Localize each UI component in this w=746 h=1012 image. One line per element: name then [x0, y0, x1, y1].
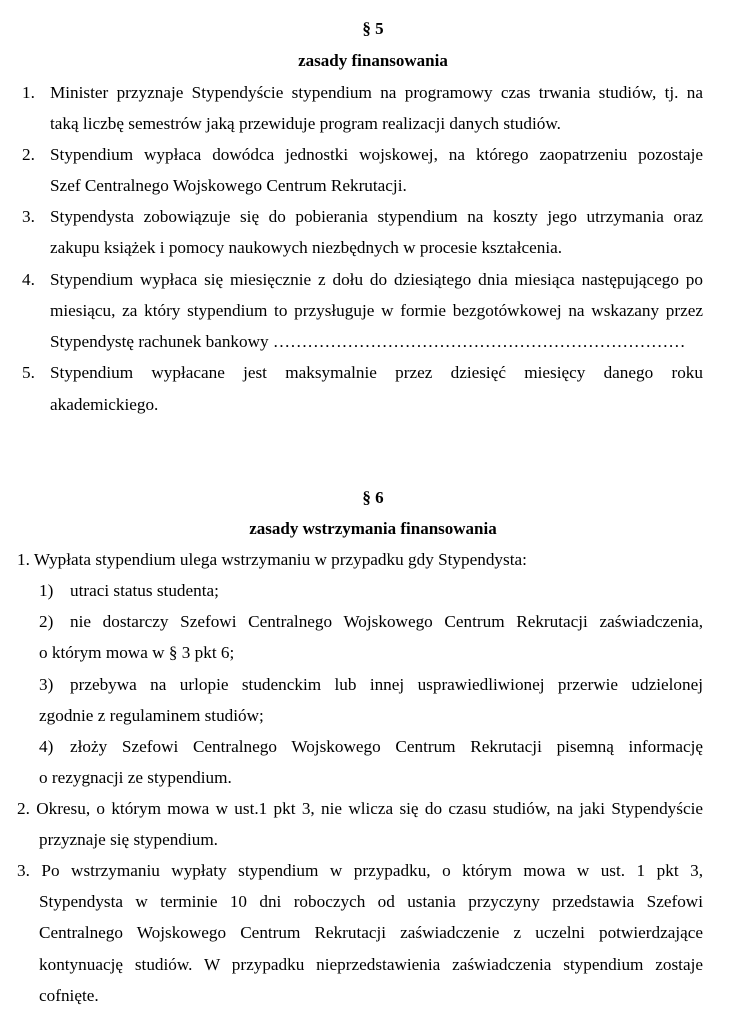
subitem-text: utraci status studenta;	[70, 581, 219, 600]
subitem-text: zgodnie z regulaminem studiów;	[39, 706, 264, 725]
item-number: 3.	[22, 207, 35, 226]
item-text: Szef Centralnego Wojskowego Centrum Rekrutacji.	[50, 176, 407, 195]
point-3-text: Stypendysta w terminie 10 dni roboczych od ustania przyczyny przedstawia Szefowi	[39, 892, 703, 911]
subitem-number: 1)	[39, 581, 54, 600]
subitem-line	[70, 675, 703, 695]
point-3-text: Centralnego Wojskowego Centrum Rekrutacji zaświadczenie z uczelni potwierdzające	[39, 923, 703, 942]
item-line	[50, 301, 703, 321]
point-2-text: przyznaje się stypendium.	[39, 830, 218, 849]
subitem-text: nie dostarczy Szefowi Centralnego Wojskowego Centrum Rekrutacji zaświadczenia,	[70, 612, 703, 631]
item-text: Stypendium wypłacane jest maksymalnie przez dziesięć miesięcy danego roku	[50, 363, 703, 382]
item-text: Stypendium wypłaca się miesięcznie z dołu do dziesiątego dnia miesiąca następującego po	[50, 270, 703, 289]
section-5-title: zasady finansowania	[298, 51, 448, 70]
point-2-text: 2. Okresu, o którym mowa w ust.1 pkt 3, nie wlicza się do czasu studiów, na jaki Stypendyście	[17, 799, 703, 818]
bank-account-text: Stypendystę rachunek bankowy ………………………………………………………………	[50, 332, 686, 351]
item-line	[50, 114, 703, 134]
point-2-line	[17, 799, 703, 819]
item-text: miesiącu, za który stypendium to przysługuje w formie bezgotówkowej na wskazany przez	[50, 301, 703, 320]
point-3-line	[39, 892, 703, 912]
section-6-title: zasady wstrzymania finansowania	[249, 519, 497, 538]
point-3-text: cofnięte.	[39, 986, 99, 1005]
item-text: Stypendysta zobowiązuje się do pobierania stypendium na koszty jego utrzymania oraz	[50, 207, 703, 226]
item-text: akademickiego.	[50, 395, 159, 414]
section-5-symbol: § 5	[362, 19, 384, 38]
point-3-text: kontynuację studiów. W przypadku nieprzedstawienia zaświadczenia stypendium zostaje	[39, 955, 703, 974]
item-line	[50, 395, 703, 415]
item-line	[50, 83, 703, 103]
subitem-text: złoży Szefowi Centralnego Wojskowego Centrum Rekrutacji pisemną informację	[70, 737, 703, 756]
point-3-line	[39, 955, 703, 975]
item-text: taką liczbę semestrów jaką przewiduje program realizacji danych studiów.	[50, 114, 561, 133]
item-text: Stypendium wypłaca dowódca jednostki wojskowej, na którego zaopatrzeniu pozostaje	[50, 145, 703, 164]
subitem-text: przebywa na urlopie studenckim lub innej usprawiedliwionej przerwie udzielonej	[70, 675, 703, 694]
item-number: 2.	[22, 145, 35, 164]
section-6-symbol: § 6	[362, 488, 384, 507]
item-number: 4.	[22, 270, 35, 289]
item-line	[50, 238, 703, 258]
item-line	[50, 207, 703, 227]
subitem-text: o którym mowa w § 3 pkt 6;	[39, 643, 235, 662]
item-text: Minister przyznaje Stypendyście stypendium na programowy czas trwania studiów, tj. na	[50, 83, 703, 102]
item-line	[50, 332, 703, 352]
point-3-line	[17, 861, 703, 881]
item-line	[50, 176, 703, 196]
item-number: 5.	[22, 363, 35, 382]
item-text: zakupu książek i pomocy naukowych niezbędnych w procesie kształcenia.	[50, 238, 563, 257]
subitem-line	[70, 737, 703, 757]
subitem-number: 4)	[39, 737, 54, 756]
point-3-line	[39, 923, 703, 943]
subitem-text: o rezygnacji ze stypendium.	[39, 768, 232, 787]
item-number: 1.	[22, 83, 35, 102]
subitem-number: 2)	[39, 612, 54, 631]
item-line	[50, 363, 703, 383]
item-line	[50, 145, 703, 165]
subitem-line	[70, 612, 703, 632]
subitem-number: 3)	[39, 675, 54, 694]
point-3-text: 3. Po wstrzymaniu wypłaty stypendium w przypadku, o którym mowa w ust. 1 pkt 3,	[17, 861, 703, 880]
item-line	[50, 270, 703, 290]
point-1-lead: 1. Wypłata stypendium ulega wstrzymaniu w przypadku gdy Stypendysta:	[17, 550, 527, 569]
